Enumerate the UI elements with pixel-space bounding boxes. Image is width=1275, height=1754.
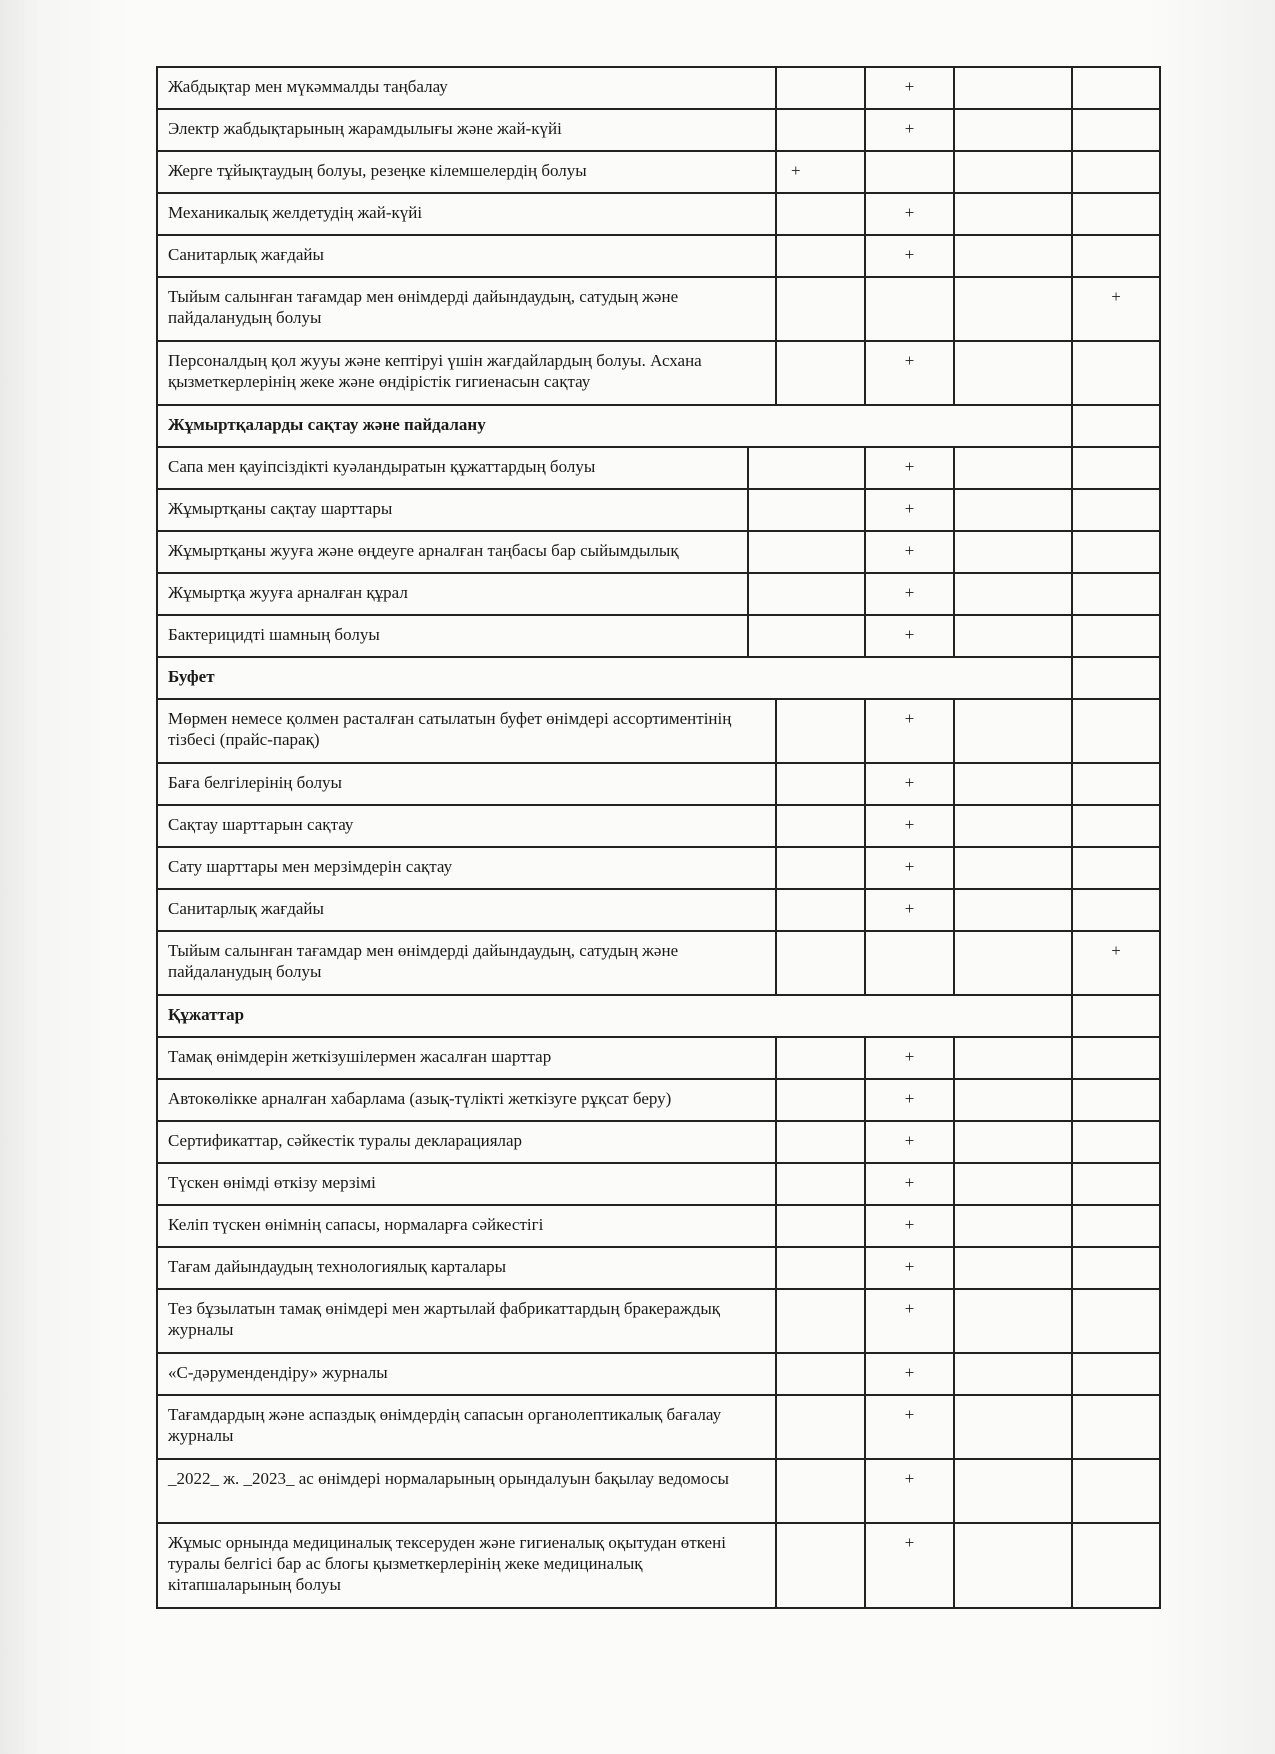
mark-cell-col1 (777, 806, 866, 846)
mark-cell-col1 (777, 1038, 866, 1078)
table-row (158, 342, 1161, 406)
table-row (158, 1396, 1161, 1460)
mark-cell-col4 (1073, 848, 1161, 888)
mark-cell-col2: + (866, 448, 955, 488)
criterion-label: _2022_ ж. _2023_ ас өнімдері нормаларының орындалуын бақылау ведомосы (158, 1460, 777, 1522)
table-row (158, 110, 1161, 152)
mark-cell-col2: + (866, 1080, 955, 1120)
mark-cell-col2: + (866, 1524, 955, 1607)
mark-cell-col4 (1073, 1248, 1161, 1288)
criterion-label: Тыйым салынған тағамдар мен өнімдерді дайындаудың, сатудың және пайдаланудың болуы (158, 278, 777, 340)
mark-cell-col3 (955, 342, 1073, 404)
section-empty-cell (1073, 406, 1161, 446)
mark-cell-col4 (1073, 764, 1161, 804)
mark-cell-col2 (866, 932, 955, 994)
mark-cell-col1 (777, 1290, 866, 1352)
mark-cell-col3 (955, 1248, 1073, 1288)
table-row (158, 700, 1161, 764)
mark-cell-col3 (955, 848, 1073, 888)
mark-cell-col2: + (866, 342, 955, 404)
mark-cell-col4 (1073, 110, 1161, 150)
criterion-label: Автокөлікке арналған хабарлама (азық-түлікті жеткізуге рұқсат беру) (158, 1080, 777, 1120)
mark-cell-col3 (955, 1524, 1073, 1607)
mark-cell-col2 (866, 152, 955, 192)
mark-cell-col1 (777, 236, 866, 276)
criterion-label: Жұмыртқаны сақтау шарттары (158, 490, 749, 530)
table-row (158, 932, 1161, 996)
mark-cell-col4 (1073, 1290, 1161, 1352)
mark-cell-col1 (777, 848, 866, 888)
mark-cell-col3 (955, 194, 1073, 234)
mark-cell-col1 (777, 1122, 866, 1162)
mark-cell-col3 (955, 806, 1073, 846)
section-title: Құжаттар (158, 996, 1073, 1036)
mark-cell-col4 (1073, 1080, 1161, 1120)
table-row (158, 1524, 1161, 1609)
mark-cell-col3 (955, 448, 1073, 488)
mark-cell-col4 (1073, 342, 1161, 404)
table-row (158, 1164, 1161, 1206)
criterion-label: Сапа мен қауіпсіздікті куәландыратын құжаттардың болуы (158, 448, 749, 488)
table-row (158, 236, 1161, 278)
mark-cell-col2: + (866, 764, 955, 804)
criterion-label: Электр жабдықтарының жарамдылығы және жай-күйі (158, 110, 777, 150)
mark-cell-col4 (1073, 68, 1161, 108)
mark-cell-col1 (777, 278, 866, 340)
mark-cell-col4 (1073, 806, 1161, 846)
table-row (158, 490, 1161, 532)
mark-cell-col3 (955, 1354, 1073, 1394)
criterion-label: Келіп түскен өнімнің сапасы, нормаларға сәйкестігі (158, 1206, 777, 1246)
mark-cell-col4 (1073, 448, 1161, 488)
mark-cell-col4 (1073, 236, 1161, 276)
mark-cell-col4 (1073, 1206, 1161, 1246)
mark-cell-col2: + (866, 574, 955, 614)
mark-cell-col1 (777, 700, 866, 762)
mark-cell-col1 (777, 890, 866, 930)
mark-cell-col1 (749, 616, 866, 656)
mark-cell-col2: + (866, 1354, 955, 1394)
mark-cell-col1 (777, 932, 866, 994)
criterion-label: Жұмыс орнында медициналық тексеруден және гигиеналық оқытудан өткені туралы белгісі бар ас блогы қызметкерлерінің жеке медициналық кітапшаларының болуы (158, 1524, 777, 1607)
mark-cell-col4 (1073, 1164, 1161, 1204)
mark-cell-col2: + (866, 532, 955, 572)
section-title: Буфет (158, 658, 1073, 698)
mark-cell-col2: + (866, 110, 955, 150)
mark-cell-col2: + (866, 1122, 955, 1162)
mark-cell-col2: + (866, 1248, 955, 1288)
mark-cell-col4 (1073, 700, 1161, 762)
mark-cell-col3 (955, 68, 1073, 108)
mark-cell-col4: + (1073, 278, 1161, 340)
mark-cell-col3 (955, 1122, 1073, 1162)
mark-cell-col3 (955, 1206, 1073, 1246)
mark-cell-col3 (955, 1460, 1073, 1522)
mark-cell-col2: + (866, 616, 955, 656)
mark-cell-col4 (1073, 152, 1161, 192)
mark-cell-col2: + (866, 194, 955, 234)
mark-cell-col3 (955, 532, 1073, 572)
mark-cell-col2: + (866, 1038, 955, 1078)
mark-cell-col3 (955, 890, 1073, 930)
mark-cell-col2: + (866, 890, 955, 930)
mark-cell-col3 (955, 236, 1073, 276)
mark-cell-col2: + (866, 490, 955, 530)
mark-cell-col2: + (866, 1290, 955, 1352)
section-empty-cell (1073, 996, 1161, 1036)
mark-cell-col4 (1073, 1396, 1161, 1458)
mark-cell-col1 (777, 1164, 866, 1204)
criterion-label: Тағамдардың және аспаздық өнімдердің сапасын органолептикалық бағалау журналы (158, 1396, 777, 1458)
mark-cell-col3 (955, 574, 1073, 614)
criterion-label: Персоналдың қол жууы және кептіруі үшін жағдайлардың болуы. Асхана қызметкерлерінің жеке және өндірістік гигиенасын сақтау (158, 342, 777, 404)
mark-cell-col3 (955, 1038, 1073, 1078)
mark-cell-col1 (777, 764, 866, 804)
scan-edge-shadow (0, 0, 40, 1754)
mark-cell-col1 (777, 194, 866, 234)
mark-cell-col1: + (777, 152, 866, 192)
mark-cell-col4 (1073, 532, 1161, 572)
mark-cell-col2: + (866, 1164, 955, 1204)
mark-cell-col4 (1073, 616, 1161, 656)
criterion-label: Жерге тұйықтаудың болуы, резеңке кілемшелердің болуы (158, 152, 777, 192)
criterion-label: Сақтау шарттарын сақтау (158, 806, 777, 846)
criterion-label: «С-дәрумендендіру» журналы (158, 1354, 777, 1394)
table-row (158, 448, 1161, 490)
mark-cell-col1 (777, 1080, 866, 1120)
mark-cell-col3 (955, 932, 1073, 994)
mark-cell-col1 (749, 490, 866, 530)
criterion-label: Түскен өнімді өткізу мерзімі (158, 1164, 777, 1204)
mark-cell-col1 (777, 1396, 866, 1458)
mark-cell-col1 (777, 1460, 866, 1522)
mark-cell-col2: + (866, 68, 955, 108)
mark-cell-col2 (866, 278, 955, 340)
mark-cell-col1 (777, 68, 866, 108)
mark-cell-col1 (777, 1206, 866, 1246)
mark-cell-col1 (749, 448, 866, 488)
table-row (158, 1460, 1161, 1524)
mark-cell-col3 (955, 616, 1073, 656)
criterion-label: Жұмыртқа жууға арналған құрал (158, 574, 749, 614)
criterion-label: Жұмыртқаны жууға және өңдеуге арналған таңбасы бар сыйымдылық (158, 532, 749, 572)
mark-cell-col3 (955, 1080, 1073, 1120)
mark-cell-col4: + (1073, 932, 1161, 994)
mark-cell-col2: + (866, 236, 955, 276)
table-row (158, 848, 1161, 890)
mark-cell-col3 (955, 1290, 1073, 1352)
table-row (158, 1290, 1161, 1354)
criterion-label: Мөрмен немесе қолмен расталған сатылатын буфет өнімдері ассортиментінің тізбесі (прайс-парақ) (158, 700, 777, 762)
mark-cell-col1 (777, 1354, 866, 1394)
inspection-checklist-table (156, 66, 1161, 1609)
mark-cell-col3 (955, 1396, 1073, 1458)
criterion-label: Санитарлық жағдайы (158, 890, 777, 930)
criterion-label: Тез бұзылатын тамақ өнімдері мен жартылай фабрикаттардың бракераждық журналы (158, 1290, 777, 1352)
criterion-label: Бактерицидті шамның болуы (158, 616, 749, 656)
table-row (158, 68, 1161, 110)
mark-cell-col1 (777, 1524, 866, 1607)
mark-cell-col4 (1073, 1524, 1161, 1607)
table-row (158, 194, 1161, 236)
criterion-label: Сату шарттары мен мерзімдерін сақтау (158, 848, 777, 888)
section-header-row (158, 658, 1161, 700)
mark-cell-col4 (1073, 1122, 1161, 1162)
mark-cell-col4 (1073, 1038, 1161, 1078)
mark-cell-col2: + (866, 1206, 955, 1246)
table-row (158, 1248, 1161, 1290)
criterion-label: Санитарлық жағдайы (158, 236, 777, 276)
mark-cell-col4 (1073, 574, 1161, 614)
mark-cell-col1 (749, 574, 866, 614)
mark-cell-col3 (955, 1164, 1073, 1204)
table-row (158, 278, 1161, 342)
mark-cell-col3 (955, 278, 1073, 340)
table-row (158, 764, 1161, 806)
mark-cell-col1 (749, 532, 866, 572)
table-row (158, 152, 1161, 194)
table-row (158, 532, 1161, 574)
mark-cell-col2: + (866, 1460, 955, 1522)
mark-cell-col3 (955, 110, 1073, 150)
mark-cell-col2: + (866, 806, 955, 846)
criterion-label: Механикалық желдетудің жай-күйі (158, 194, 777, 234)
criterion-label: Тыйым салынған тағамдар мен өнімдерді дайындаудың, сатудың және пайдаланудың болуы (158, 932, 777, 994)
mark-cell-col4 (1073, 890, 1161, 930)
section-title: Жұмыртқаларды сақтау және пайдалану (158, 406, 1073, 446)
mark-cell-col1 (777, 110, 866, 150)
mark-cell-col4 (1073, 1460, 1161, 1522)
criterion-label: Тамақ өнімдерін жеткізушілермен жасалған шарттар (158, 1038, 777, 1078)
table-row (158, 1038, 1161, 1080)
table-row (158, 1206, 1161, 1248)
mark-cell-col3 (955, 764, 1073, 804)
mark-cell-col4 (1073, 490, 1161, 530)
mark-cell-col2: + (866, 1396, 955, 1458)
criterion-label: Баға белгілерінің болуы (158, 764, 777, 804)
mark-cell-col4 (1073, 194, 1161, 234)
criterion-label: Жабдықтар мен мүкәммалды таңбалау (158, 68, 777, 108)
mark-cell-col3 (955, 152, 1073, 192)
table-row (158, 890, 1161, 932)
mark-cell-col4 (1073, 1354, 1161, 1394)
mark-cell-col1 (777, 342, 866, 404)
section-header-row (158, 996, 1161, 1038)
criterion-label: Тағам дайындаудың технологиялық карталары (158, 1248, 777, 1288)
section-empty-cell (1073, 658, 1161, 698)
mark-cell-col3 (955, 490, 1073, 530)
table-row (158, 1122, 1161, 1164)
table-row (158, 616, 1161, 658)
table-row (158, 574, 1161, 616)
table-row (158, 806, 1161, 848)
criterion-label: Сертификаттар, сәйкестік туралы декларациялар (158, 1122, 777, 1162)
mark-cell-col2: + (866, 848, 955, 888)
section-header-row (158, 406, 1161, 448)
mark-cell-col3 (955, 700, 1073, 762)
mark-cell-col1 (777, 1248, 866, 1288)
mark-cell-col2: + (866, 700, 955, 762)
table-row (158, 1354, 1161, 1396)
table-row (158, 1080, 1161, 1122)
